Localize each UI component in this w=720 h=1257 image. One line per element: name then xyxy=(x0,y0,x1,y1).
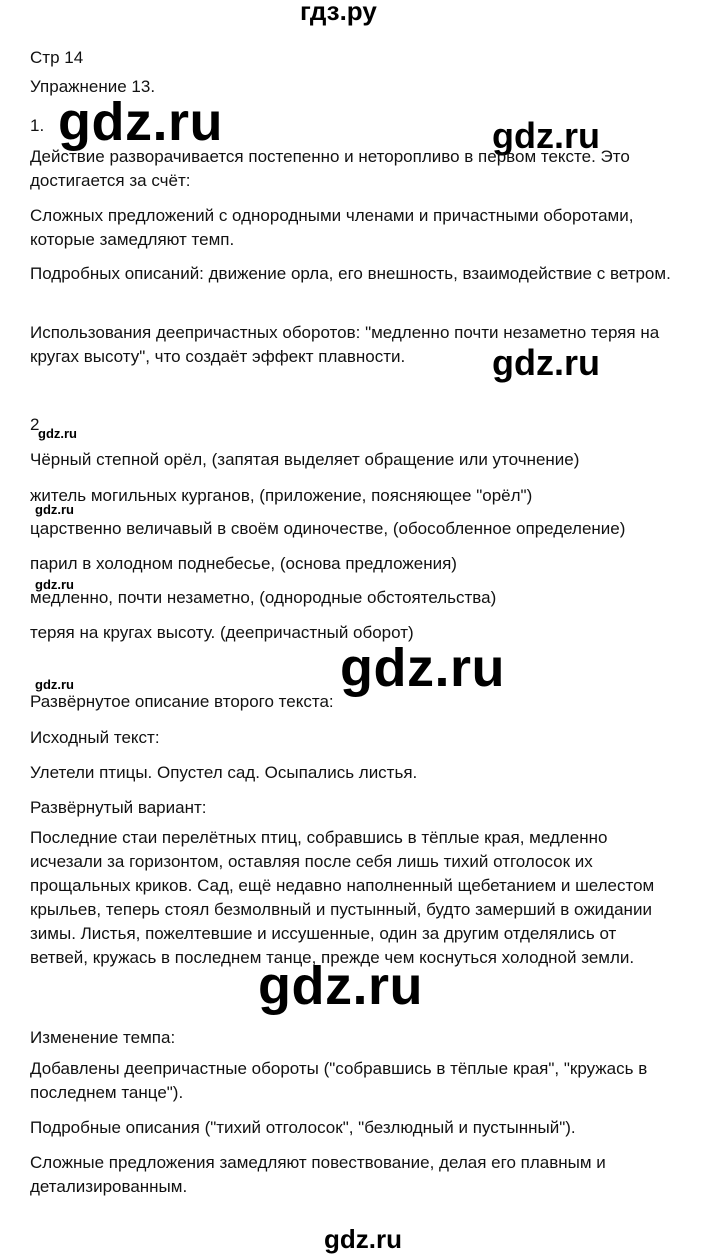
watermark-small: gdz.ru xyxy=(35,577,74,592)
analysis-line: медленно, почти незаметно, (однородные обстоятельства) xyxy=(30,588,497,607)
tempo-label: Изменение темпа: xyxy=(30,1028,176,1047)
section1-intro: Действие разворачивается постепенно и неторопливо в первом тексте. Это достигается за счёт: xyxy=(30,147,630,190)
exercise-title: Упражнение 13. xyxy=(30,77,156,96)
source-text: Улетели птицы. Опустел сад. Осыпались листья. xyxy=(30,763,418,782)
expanded-text: Последние стаи перелётных птиц, собравшись в тёплые края, медленно исчезали за горизонтом, оставляя после себя лишь тихий отголосок их прощальных криков. Сад, ещё недавно наполненный щебетанием и шелестом крыльев, теперь стоял безмолвный и пустынный, будто замерший в ожидании зимы. Листья, пожелтевшие и иссушенные, один за другим отделялись от ветвей, кружась в последнем танце, прежде чем коснуться холодной земли. xyxy=(30,828,655,967)
tempo-point: Добавлены деепричастные обороты ("собравшись в тёплые края", "кружась в последнем танце"). xyxy=(30,1059,648,1102)
tempo-point: Сложные предложения замедляют повествование, делая его плавным и детализированным. xyxy=(30,1153,606,1196)
watermark-small: gdz.ru xyxy=(38,426,77,441)
section1-number: 1. xyxy=(30,116,45,135)
section1-point: Использования деепричастных оборотов: "медленно почти незаметно теряя на кругах высоту", что создаёт эффект плавности. xyxy=(30,323,660,366)
watermark-small: gdz.ru xyxy=(35,677,74,692)
section1-point: Подробных описаний: движение орла, его внешность, взаимодействие с ветром. xyxy=(30,264,671,283)
site-header: гдз.ру xyxy=(300,0,377,26)
analysis-line: царственно величавый в своём одиночестве, (обособленное определение) xyxy=(30,519,626,538)
analysis-line: Чёрный степной орёл, (запятая выделяет обращение или уточнение) xyxy=(30,450,580,469)
watermark-medium: gdz.ru xyxy=(492,115,600,156)
section1-point: Сложных предложений с однородными членами и причастными оборотами, которые замедляют темп. xyxy=(30,206,634,249)
analysis-line: парил в холодном поднебесье, (основа предложения) xyxy=(30,554,457,573)
analysis-line: житель могильных курганов, (приложение, поясняющее "орёл") xyxy=(30,486,533,505)
watermark-large: gdz.ru xyxy=(258,956,423,1016)
watermark-medium: gdz.ru xyxy=(492,342,600,383)
section3-title: Развёрнутое описание второго текста: xyxy=(30,692,334,711)
watermark-small: gdz.ru xyxy=(35,502,74,517)
section2-number: 2 xyxy=(30,415,40,434)
expanded-label: Развёрнутый вариант: xyxy=(30,798,207,817)
page-label: Стр 14 xyxy=(30,48,84,67)
footer-watermark: gdz.ru xyxy=(324,1224,402,1254)
source-label: Исходный текст: xyxy=(30,728,160,747)
tempo-point: Подробные описания ("тихий отголосок", "безлюдный и пустынный"). xyxy=(30,1118,576,1137)
watermark-large: gdz.ru xyxy=(340,638,505,698)
watermark-large: gdz.ru xyxy=(58,92,223,152)
analysis-line: теряя на кругах высоту. (деепричастный оборот) xyxy=(30,623,414,642)
